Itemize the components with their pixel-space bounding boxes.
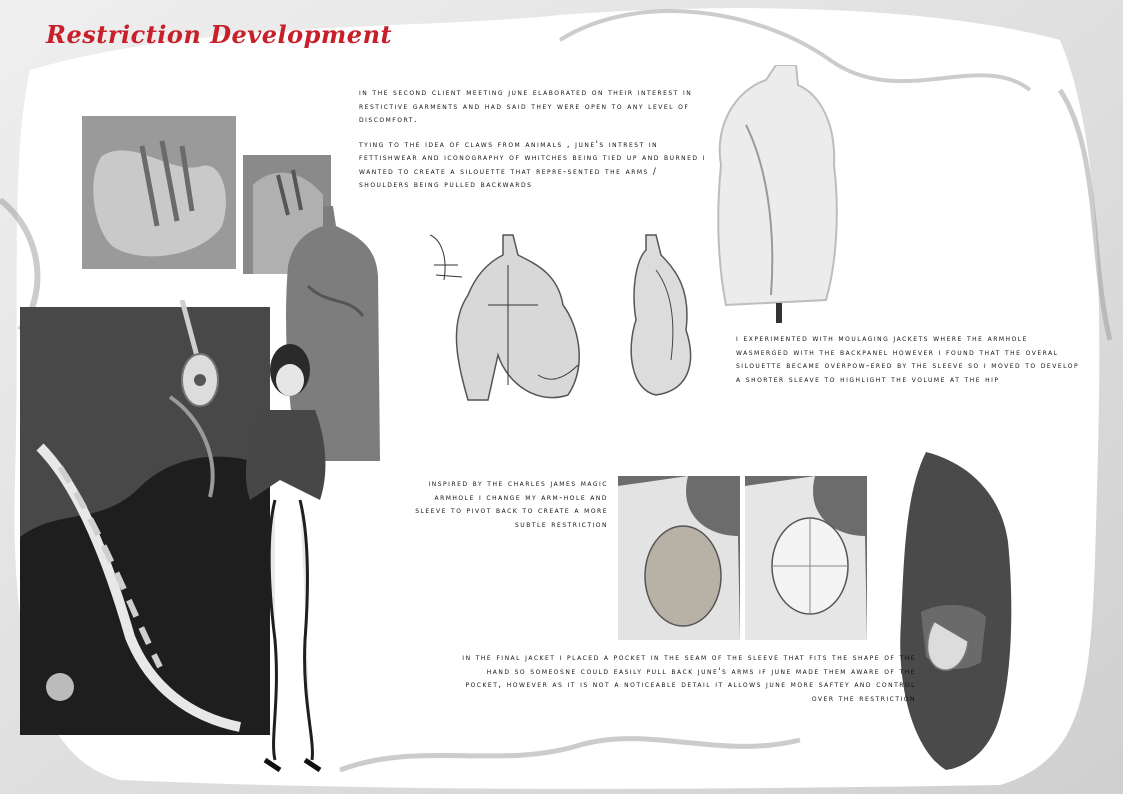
intro-paragraph-1: in the second client meeting june elaborated on their interest in restictive garments and had said they were open to any level of discomfort. (359, 87, 693, 124)
jacket-sketch-back (428, 225, 604, 405)
armhole-pattern-photo-2 (745, 476, 867, 640)
chain-pendant (172, 300, 224, 410)
charles-james-text: inspired by the charles james magic armhole i change my arm-hole and sleeve to pivot back to create a more subtle restriction (415, 478, 608, 529)
armhole-pattern-photo-1 (618, 476, 740, 640)
gothic-illustration (20, 307, 270, 735)
white-moulage-jacket-photo (706, 65, 842, 323)
jacket-sketch-side (616, 230, 702, 397)
sleeve-pocket-hand-photo (896, 452, 1014, 772)
page-title: Restriction Development (46, 20, 393, 49)
moulage-text: i experimented with moulaging jackets where the armhole wasmerged with the backpanel however i found that the overal silouette became overpow-ered by the sleeve so i moved to develop a shorter sleave to highlight the volume at the hip (736, 333, 1080, 384)
hands-photo (82, 116, 236, 269)
intro-text-block (359, 86, 709, 203)
final-jacket-text: in the final jacket i placed a pocket in the seam of the sleeve that fits the shape of the hand so someosne could easily pull back june's arms if june made them aware of the pocket, however as it is not a noticeable detail it allows june more saftey and control over the restriction (462, 652, 916, 703)
intro-paragraph-2: tying to the idea of claws from animals , june's intrest in fettishwear and iconography of whitches being tied up and burned i wanted to create a silouette that repre-sented the arms / shoulders being pulled backwards (359, 138, 706, 189)
fashion-figure-illustration (240, 340, 350, 772)
